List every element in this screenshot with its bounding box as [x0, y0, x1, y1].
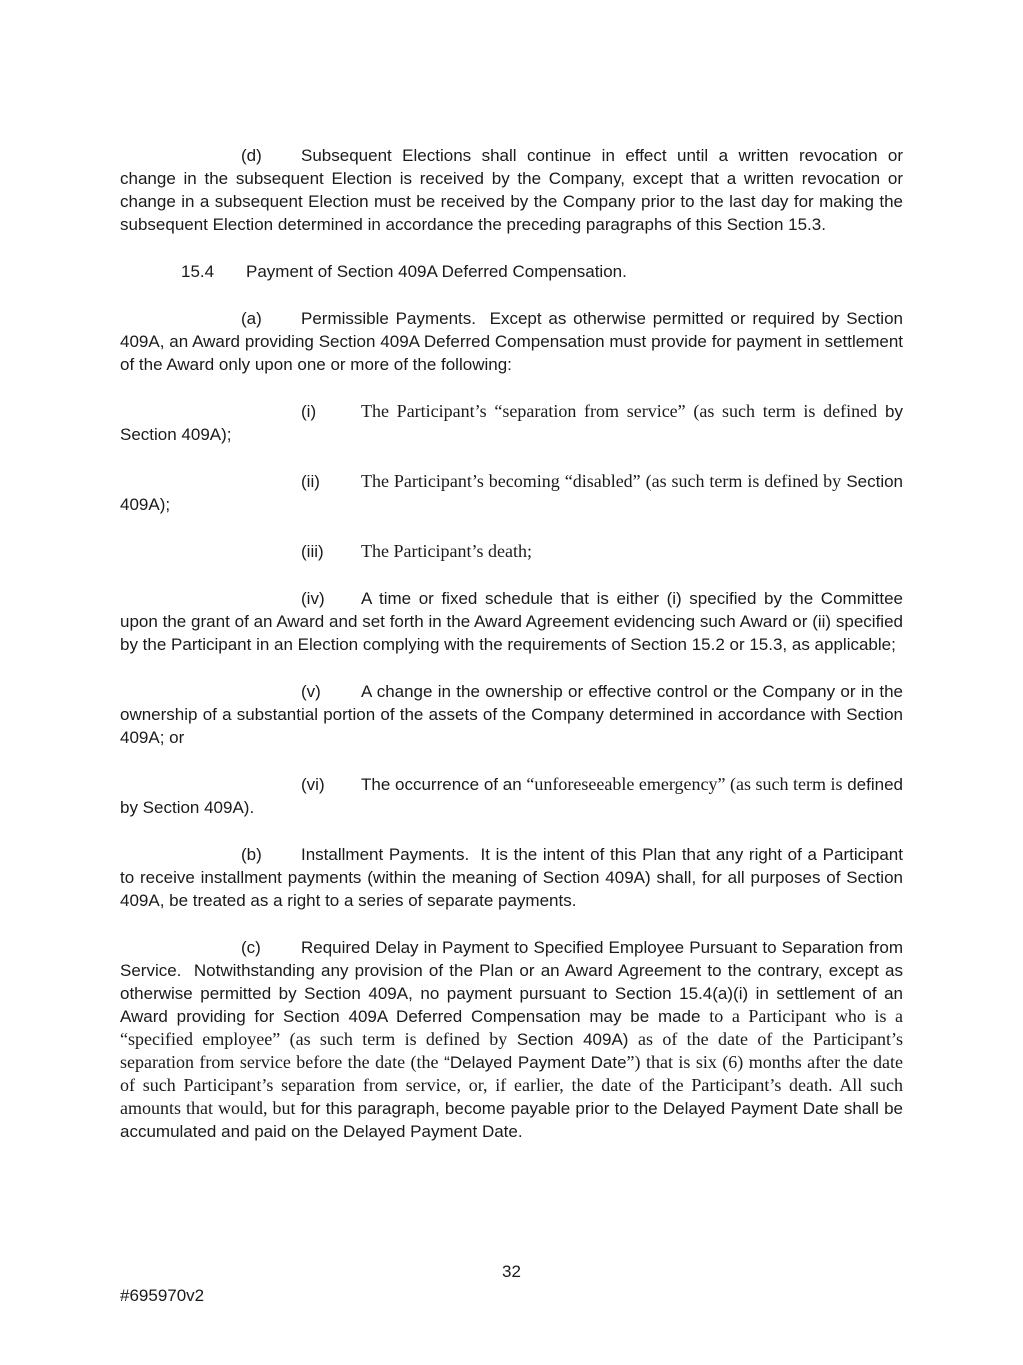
item-v-text: A change in the ownership or effective control or the Company or in the ownership of a substantial portion of the assets of the Company determined in accordance with Section 409A; or: [120, 682, 903, 747]
paragraph-c-serif-2: as of the date of the Participant’s separation from service before the date (the: [120, 1029, 903, 1072]
document-id: #695970v2: [120, 1286, 205, 1305]
paragraph-a-text: Except as otherwise permitted or required by Section 409A, an Award providing Section 409A Deferred Compensation must provide for payment in settlement of the Award only upon one or more of the following:: [120, 309, 903, 374]
item-iv-text: A time or fixed schedule that is either (i) specified by the Committee upon the grant of an Award and set forth in the Award Agreement evidencing such Award or (ii) specified by the Participant in an Election complying with the requirements of Section 15.2 or 15.3, as applicable;: [120, 589, 903, 654]
paragraph-c-serif-1: to a Participant who is a “specified employee” (as such term is defined by: [120, 1006, 903, 1049]
item-iii-label: (iii): [301, 542, 324, 561]
item-ii: [120, 470, 903, 516]
item-vi-text-serif: “unforeseeable emergency” (as such term is: [526, 774, 843, 794]
item-vi-text-sans: The occurrence of an: [361, 775, 522, 794]
paragraph-d: [120, 144, 903, 236]
paragraph-c-label: (c): [241, 938, 261, 957]
document-body: [120, 144, 903, 1143]
item-i-continuation: by Section 409A);: [120, 402, 903, 444]
paragraph-c-end: for this paragraph, become payable prior to the Delayed Payment Date shall be accumulated and paid on the Delayed Payment Date.: [120, 1099, 903, 1141]
paragraph-b-heading: Installment Payments.: [301, 845, 470, 864]
item-ii-label: (ii): [301, 472, 320, 491]
paragraph-a: [120, 307, 903, 376]
section-number: 15.4: [181, 262, 215, 281]
item-i-label: (i): [301, 402, 317, 421]
item-i-text: The Participant’s “separation from service” (as such term is defined: [361, 401, 878, 421]
item-v: [120, 680, 903, 749]
paragraph-b-label: (b): [241, 845, 262, 864]
item-iii-text: The Participant’s death;: [361, 541, 532, 561]
paragraph-d-label: (d): [241, 146, 262, 165]
paragraph-c-heading: Required Delay in Payment to Specified Employee Pursuant to Separation from Service.: [120, 938, 903, 980]
paragraph-c-mixed-2: “Delayed Payment Date: [444, 1053, 627, 1072]
page-number: 32: [502, 1262, 521, 1281]
paragraph-c-serif-3: ”) that is six (6) months after the date of such Participant’s separation from service, or, if earlier, the date of the Participant’s death. All such amounts that would, but: [120, 1052, 903, 1118]
paragraph-a-heading: Permissible Payments.: [301, 309, 476, 328]
section-title: Payment of Section 409A Deferred Compensation.: [246, 262, 627, 281]
paragraph-b: [120, 843, 903, 912]
item-iv-label: (iv): [301, 589, 325, 608]
item-ii-continuation: Section 409A);: [120, 472, 904, 514]
item-iii: [120, 540, 903, 563]
paragraph-b-text: It is the intent of this Plan that any right of a Participant to receive installment payments (within the meaning of Section 409A) shall, for all purposes of Section 409A, be treated as a right to a series of separate payments.: [120, 845, 903, 910]
item-vi-continuation: defined by Section 409A).: [120, 775, 903, 817]
paragraph-d-text: Subsequent Elections shall continue in effect until a written revocation or change in the subsequent Election is received by the Company, except that a written revocation or change in a subsequent Election must be received by the Company prior to the last day for making the subsequent Election determined in accordance the preceding paragraphs of this Section 15.3.: [120, 146, 903, 234]
paragraph-c-mixed-1: Section 409A): [516, 1030, 629, 1049]
section-heading-15-4: [120, 260, 903, 283]
paragraph-c-text: Notwithstanding any provision of the Plan or an Award Agreement to the contrary, except as otherwise permitted by Section 409A, no payment pursuant to Section 15.4(a)(i) in settlement of an Award providing for Section 409A Deferred Compensation may be made: [120, 961, 903, 1026]
paragraph-a-label: (a): [241, 309, 262, 328]
paragraph-c: [120, 936, 903, 1143]
item-ii-text: The Participant’s becoming “disabled” (as such term is defined by: [361, 471, 842, 491]
item-iv: [120, 587, 903, 656]
item-vi-label: (vi): [301, 775, 325, 794]
item-i: [120, 400, 903, 446]
item-v-label: (v): [301, 682, 321, 701]
item-vi: [120, 773, 903, 819]
